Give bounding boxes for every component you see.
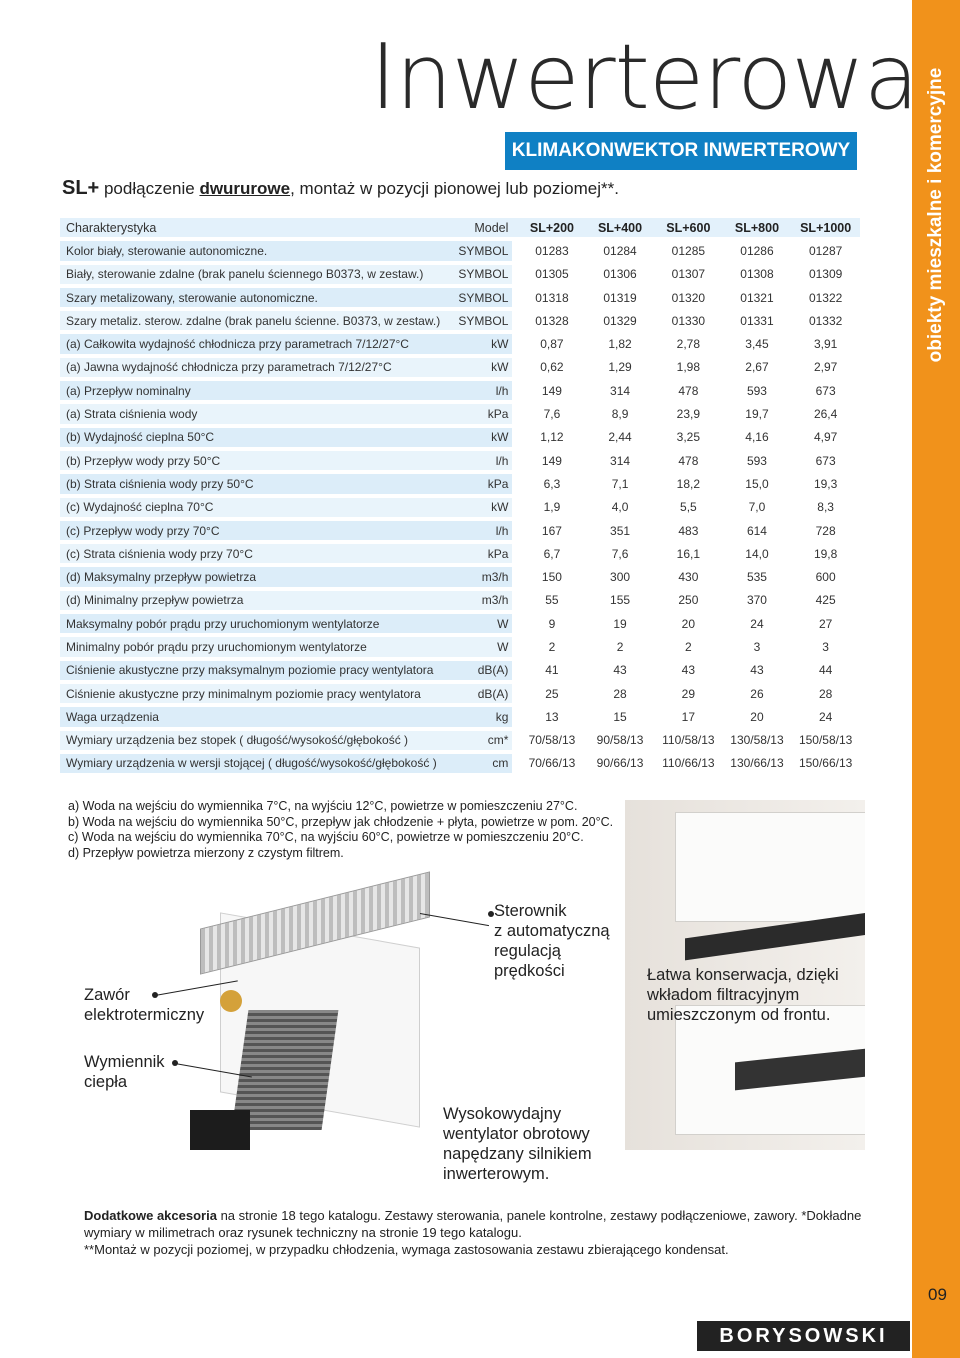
- motor-image: [190, 1110, 250, 1150]
- table-row: [60, 731, 860, 750]
- row-value: 29: [654, 684, 723, 703]
- row-value: 7,6: [586, 544, 654, 563]
- row-value: 19,7: [723, 404, 792, 423]
- table-row: [60, 544, 860, 563]
- headline-underlined: dwururowe: [199, 179, 291, 198]
- row-label: (d) Minimalny przepływ powietrza: [60, 591, 458, 610]
- row-value: 20: [723, 707, 792, 726]
- row-value: 3,91: [791, 334, 860, 353]
- row-value: 90/58/13: [586, 731, 654, 750]
- brand-logo: BORYSOWSKI: [697, 1321, 910, 1351]
- table-row: [60, 428, 860, 447]
- side-tab-label: obiekty mieszkalne i komercyjne: [925, 67, 946, 363]
- row-value: 370: [723, 591, 792, 610]
- row-value: 130/66/13: [723, 754, 792, 773]
- row-value: 27: [791, 614, 860, 633]
- row-value: 2: [518, 637, 586, 656]
- row-value: 70/58/13: [518, 731, 586, 750]
- row-value: 150: [518, 567, 586, 586]
- table-row: [60, 684, 860, 703]
- row-value: 3,25: [654, 428, 723, 447]
- row-label: Wymiary urządzenia w wersji stojącej ( długość/wysokość/głębokość ): [60, 754, 458, 773]
- callout-exchanger: Wymiennik ciepła: [84, 1053, 165, 1091]
- row-unit: kW: [458, 498, 512, 517]
- row-label: Biały, sterowanie zdalne (brak panelu ściennego B0373, w zestaw.): [60, 265, 458, 284]
- subtitle-bar: KLIMAKONWEKTOR INWERTEROWY: [505, 132, 857, 170]
- row-value: 41: [518, 661, 586, 680]
- footnote: d) Przepływ powietrza mierzony z czystym filtrem.: [68, 845, 344, 860]
- callout-fan: Wysokowydajny wentylator obrotowy napędzany silnikiem inwerterowym.: [443, 1105, 592, 1183]
- table-row: [60, 707, 860, 726]
- headline-text-before: podłączenie: [99, 179, 200, 198]
- row-unit: dB(A): [458, 684, 512, 703]
- row-label: Ciśnienie akustyczne przy maksymalnym poziomie pracy wentylatora: [60, 661, 458, 680]
- row-value: 167: [518, 521, 586, 540]
- row-unit: dB(A): [458, 661, 512, 680]
- footnotes: [68, 799, 613, 861]
- row-unit: W: [458, 614, 512, 633]
- row-label: Kolor biały, sterowanie autonomiczne.: [60, 241, 458, 260]
- row-value: 55: [518, 591, 586, 610]
- row-value: 2,78: [654, 334, 723, 353]
- row-value: 24: [791, 707, 860, 726]
- row-label: (a) Przepływ nominalny: [60, 381, 458, 400]
- row-unit: SYMBOL: [458, 311, 512, 330]
- row-unit: cm: [458, 754, 512, 773]
- row-value: 3,45: [723, 334, 792, 353]
- row-unit: kPa: [458, 474, 512, 493]
- row-unit: l/h: [458, 381, 512, 400]
- row-value: 13: [518, 707, 586, 726]
- callout-valve: Zawór elektrotermiczny: [84, 986, 205, 1024]
- row-unit: m3/h: [458, 567, 512, 586]
- row-value: 01321: [723, 288, 792, 307]
- row-label: (a) Całkowita wydajność chłodnicza przy parametrach 7/12/27°C: [60, 334, 458, 353]
- row-unit: SYMBOL: [458, 265, 512, 284]
- row-value: 7,6: [518, 404, 586, 423]
- table-row: [60, 311, 860, 330]
- row-value: 425: [791, 591, 860, 610]
- row-value: 3: [723, 637, 792, 656]
- valve-image: [220, 990, 242, 1012]
- row-label: (a) Jawna wydajność chłodnicza przy parametrach 7/12/27°C: [60, 358, 458, 377]
- row-label: Maksymalny pobór prądu przy uruchomionym wentylatorze: [60, 614, 458, 633]
- row-value: 20: [654, 614, 723, 633]
- headline: [62, 177, 619, 200]
- row-unit: kPa: [458, 404, 512, 423]
- row-value: 535: [723, 567, 792, 586]
- row-value: 01328: [518, 311, 586, 330]
- row-value: 130/58/13: [723, 731, 792, 750]
- row-value: 01331: [723, 311, 792, 330]
- row-value: 110/66/13: [654, 754, 723, 773]
- footer-note: [84, 1207, 874, 1258]
- row-value: 1,82: [586, 334, 654, 353]
- footer-line1: na stronie 18 tego katalogu. Zestawy sterowania, panele kontrolne, zestawy podłączeniowe, zawory. *Dokładne wymiary w milimetrach oraz rysunek techniczny na stronie 19 tego katalogu.: [84, 1208, 862, 1240]
- row-value: 9: [518, 614, 586, 633]
- row-value: 01286: [723, 241, 792, 260]
- row-unit: kW: [458, 334, 512, 353]
- table-row: [60, 474, 860, 493]
- row-value: 43: [586, 661, 654, 680]
- row-unit: kg: [458, 707, 512, 726]
- row-value: 16,1: [654, 544, 723, 563]
- row-value: 351: [586, 521, 654, 540]
- row-label: (c) Wydajność cieplna 70°C: [60, 498, 458, 517]
- row-value: 26: [723, 684, 792, 703]
- row-unit: kW: [458, 428, 512, 447]
- row-value: 478: [654, 451, 723, 470]
- headline-prefix: SL+: [62, 177, 100, 199]
- callout-controller: Sterownik z automatyczną regulacją prędkości: [494, 902, 610, 980]
- table-row: [60, 567, 860, 586]
- row-value: 673: [791, 451, 860, 470]
- row-value: 24: [723, 614, 792, 633]
- row-label: (c) Strata ciśnienia wody przy 70°C: [60, 544, 458, 563]
- row-value: 8,3: [791, 498, 860, 517]
- table-row: [60, 591, 860, 610]
- table-row: [60, 404, 860, 423]
- row-value: 01322: [791, 288, 860, 307]
- table-row: [60, 381, 860, 400]
- row-value: 0,87: [518, 334, 586, 353]
- row-value: 0,62: [518, 358, 586, 377]
- row-value: 314: [586, 381, 654, 400]
- table-row: [60, 637, 860, 656]
- row-value: 01319: [586, 288, 654, 307]
- table-row: [60, 614, 860, 633]
- header-model: SL+800: [723, 218, 792, 237]
- row-unit: SYMBOL: [458, 241, 512, 260]
- row-unit: kPa: [458, 544, 512, 563]
- row-value: 19,3: [791, 474, 860, 493]
- row-value: 6,3: [518, 474, 586, 493]
- row-value: 01307: [654, 265, 723, 284]
- table-row: [60, 265, 860, 284]
- row-value: 01320: [654, 288, 723, 307]
- table-row: [60, 451, 860, 470]
- row-value: 600: [791, 567, 860, 586]
- row-value: 14,0: [723, 544, 792, 563]
- row-unit: cm*: [458, 731, 512, 750]
- header-model: SL+600: [654, 218, 723, 237]
- row-value: 149: [518, 451, 586, 470]
- row-value: 150/66/13: [791, 754, 860, 773]
- row-value: 8,9: [586, 404, 654, 423]
- row-value: 478: [654, 381, 723, 400]
- row-value: 15: [586, 707, 654, 726]
- row-value: 43: [654, 661, 723, 680]
- headline-text-after: , montaż w pozycji pionowej lub poziomej**.: [290, 179, 619, 198]
- row-value: 01284: [586, 241, 654, 260]
- row-value: 26,4: [791, 404, 860, 423]
- row-unit: kW: [458, 358, 512, 377]
- unit-image-top: [675, 812, 865, 922]
- row-value: 01287: [791, 241, 860, 260]
- row-label: Wymiary urządzenia bez stopek ( długość/wysokość/głębokość ): [60, 731, 458, 750]
- row-label: (b) Strata ciśnienia wody przy 50°C: [60, 474, 458, 493]
- row-value: 01330: [654, 311, 723, 330]
- row-value: 01318: [518, 288, 586, 307]
- table-row: [60, 288, 860, 307]
- row-value: 19: [586, 614, 654, 633]
- row-value: 18,2: [654, 474, 723, 493]
- row-value: 483: [654, 521, 723, 540]
- row-value: 250: [654, 591, 723, 610]
- row-value: 7,0: [723, 498, 792, 517]
- row-value: 6,7: [518, 544, 586, 563]
- row-value: 25: [518, 684, 586, 703]
- row-value: 314: [586, 451, 654, 470]
- row-value: 5,5: [654, 498, 723, 517]
- table-row: [60, 241, 860, 260]
- row-value: 155: [586, 591, 654, 610]
- footer-bold: Dodatkowe akcesoria: [84, 1208, 217, 1223]
- row-value: 2,67: [723, 358, 792, 377]
- row-value: 2: [654, 637, 723, 656]
- table-row: [60, 754, 860, 773]
- row-value: 43: [723, 661, 792, 680]
- row-value: 01306: [586, 265, 654, 284]
- row-value: 90/66/13: [586, 754, 654, 773]
- row-value: 23,9: [654, 404, 723, 423]
- row-value: 149: [518, 381, 586, 400]
- row-label: Szary metaliz. sterow. zdalne (brak panelu ścienne. B0373, w zestaw.): [60, 311, 458, 330]
- row-unit: W: [458, 637, 512, 656]
- page-title: Inwerterowa: [370, 25, 919, 130]
- spec-table: [60, 214, 860, 777]
- table-row: [60, 334, 860, 353]
- header-model: SL+200: [518, 218, 586, 237]
- header-label: Charakterystyka: [60, 218, 458, 237]
- row-value: 1,98: [654, 358, 723, 377]
- row-value: 01332: [791, 311, 860, 330]
- row-value: 01309: [791, 265, 860, 284]
- row-label: Szary metalizowany, sterowanie autonomiczne.: [60, 288, 458, 307]
- row-value: 4,0: [586, 498, 654, 517]
- row-value: 673: [791, 381, 860, 400]
- row-value: 2,97: [791, 358, 860, 377]
- row-unit: l/h: [458, 521, 512, 540]
- footnote: b) Woda na wejściu do wymiennika 50°C, przepływ jak chłodzenie + płyta, powietrze w pom. 20°C.: [68, 814, 614, 829]
- row-value: 4,16: [723, 428, 792, 447]
- page-number: 09: [928, 1285, 947, 1304]
- table-row: [60, 661, 860, 680]
- row-label: (b) Przepływ wody przy 50°C: [60, 451, 458, 470]
- row-value: 15,0: [723, 474, 792, 493]
- row-value: 4,97: [791, 428, 860, 447]
- row-unit: SYMBOL: [458, 288, 512, 307]
- row-label: (c) Przepływ wody przy 70°C: [60, 521, 458, 540]
- row-value: 2,44: [586, 428, 654, 447]
- row-value: 1,29: [586, 358, 654, 377]
- row-value: 44: [791, 661, 860, 680]
- row-value: 110/58/13: [654, 731, 723, 750]
- row-value: 28: [791, 684, 860, 703]
- row-label: Waga urządzenia: [60, 707, 458, 726]
- row-label: (b) Wydajność cieplna 50°C: [60, 428, 458, 447]
- row-label: Minimalny pobór prądu przy uruchomionym wentylatorze: [60, 637, 458, 656]
- row-value: 2: [586, 637, 654, 656]
- footnote: a) Woda na wejściu do wymiennika 7°C, na wyjściu 12°C, powietrze w pomieszczeniu 27°C.: [68, 799, 578, 813]
- row-label: (a) Strata ciśnienia wody: [60, 404, 458, 423]
- row-value: 7,1: [586, 474, 654, 493]
- row-value: 01329: [586, 311, 654, 330]
- table-header-row: [60, 218, 860, 237]
- row-value: 300: [586, 567, 654, 586]
- row-value: 19,8: [791, 544, 860, 563]
- row-value: 1,9: [518, 498, 586, 517]
- row-unit: m3/h: [458, 591, 512, 610]
- row-value: 593: [723, 381, 792, 400]
- footer-line2: **Montaż w pozycji poziomej, w przypadku chłodzenia, wymaga zastosowania zestawu zbierającego kondensat.: [84, 1242, 729, 1257]
- row-label: (d) Maksymalny przepływ powietrza: [60, 567, 458, 586]
- row-value: 70/66/13: [518, 754, 586, 773]
- row-value: 150/58/13: [791, 731, 860, 750]
- header-model: SL+400: [586, 218, 654, 237]
- row-value: 430: [654, 567, 723, 586]
- row-value: 01285: [654, 241, 723, 260]
- header-unit: Model: [458, 218, 512, 237]
- callout-maintenance: Łatwa konserwacja, dzięki wkładom filtracyjnym umieszczonym od frontu.: [647, 966, 839, 1024]
- row-value: 593: [723, 451, 792, 470]
- table-row: [60, 498, 860, 517]
- row-value: 01283: [518, 241, 586, 260]
- row-value: 3: [791, 637, 860, 656]
- row-value: 17: [654, 707, 723, 726]
- row-unit: l/h: [458, 451, 512, 470]
- header-model: SL+1000: [791, 218, 860, 237]
- row-value: 1,12: [518, 428, 586, 447]
- row-value: 728: [791, 521, 860, 540]
- footnote: c) Woda na wejściu do wymiennika 70°C, na wyjściu 60°C, powietrze w pomieszczeniu 20°C.: [68, 830, 584, 844]
- table-row: [60, 358, 860, 377]
- device-cutaway-image: [180, 890, 440, 1170]
- row-value: 614: [723, 521, 792, 540]
- row-value: 28: [586, 684, 654, 703]
- row-value: 01308: [723, 265, 792, 284]
- table-row: [60, 521, 860, 540]
- row-label: Ciśnienie akustyczne przy minimalnym poziomie pracy wentylatora: [60, 684, 458, 703]
- row-value: 01305: [518, 265, 586, 284]
